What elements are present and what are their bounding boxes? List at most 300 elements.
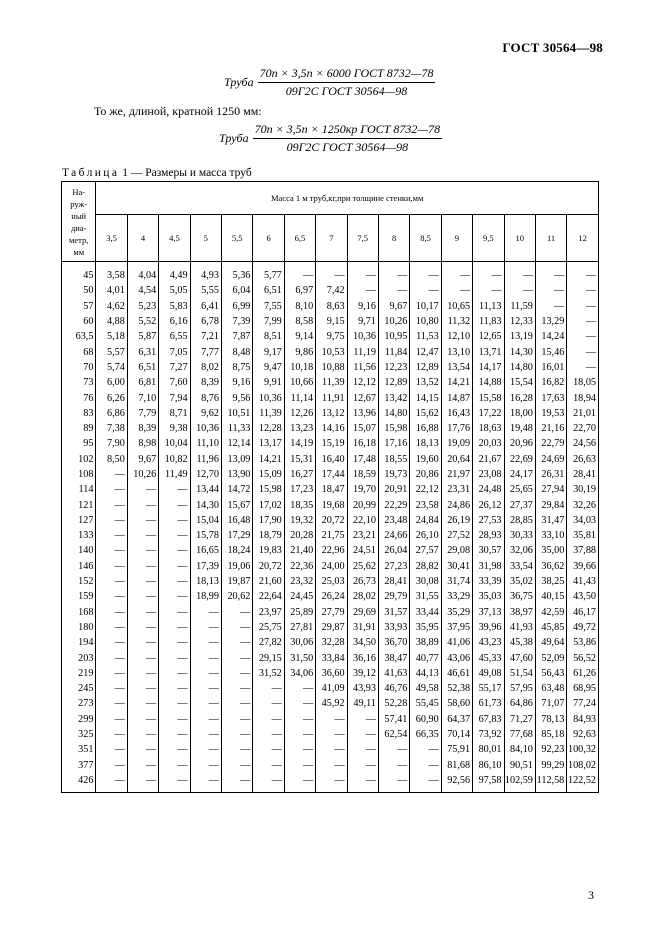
mass-cell: 9,56: [221, 390, 252, 405]
mass-cell: —: [567, 360, 599, 375]
mass-cell: —: [127, 589, 158, 604]
table-row: [62, 589, 599, 604]
mass-cell: 31,55: [410, 589, 441, 604]
formula-denominator: 09Г2С ГОСТ 30564—98: [286, 140, 409, 154]
mass-cell: 20,96: [504, 436, 535, 451]
diameter-cell: 70: [62, 360, 96, 375]
mass-cell: —: [190, 635, 221, 650]
mass-cell: —: [316, 742, 347, 757]
mass-cell: 37,13: [473, 605, 504, 620]
mass-cell: —: [96, 574, 127, 589]
formula-label: Труба: [224, 75, 254, 89]
document-code: ГОСТ 30564—98: [502, 40, 603, 55]
table-row: [62, 543, 599, 558]
mass-cell: —: [190, 650, 221, 665]
mass-cell: —: [347, 758, 378, 773]
mass-cell: 12,47: [410, 344, 441, 359]
mass-cell: 18,63: [473, 421, 504, 436]
table-row: [62, 712, 599, 727]
mass-cell: 7,42: [316, 283, 347, 298]
mass-cell: —: [96, 559, 127, 574]
mass-cell: 39,66: [567, 559, 599, 574]
mass-cell: 86,10: [473, 758, 504, 773]
mass-cell: 22,79: [535, 436, 566, 451]
mass-cell: 10,65: [441, 299, 472, 314]
mass-cell: 52,38: [441, 681, 472, 696]
mass-cell: 25,03: [316, 574, 347, 589]
mass-cell: 19,53: [535, 406, 566, 421]
mass-cell: 18,13: [410, 436, 441, 451]
diameter-cell: 73: [62, 375, 96, 390]
table-row: [62, 375, 599, 390]
mass-cell: 36,62: [535, 559, 566, 574]
mass-cell: —: [190, 666, 221, 681]
mass-cell: 15,54: [504, 375, 535, 390]
mass-cell: 6,97: [284, 283, 315, 298]
mass-cell: —: [535, 262, 566, 284]
mass-cell: 28,93: [473, 528, 504, 543]
mass-cell: 10,51: [221, 406, 252, 421]
mass-cell: 38,89: [410, 635, 441, 650]
mass-cell: 7,79: [127, 406, 158, 421]
mass-cell: 15,31: [284, 452, 315, 467]
mass-cell: 24,56: [567, 436, 599, 451]
mass-cell: —: [441, 283, 472, 298]
mass-cell: 14,19: [284, 436, 315, 451]
mass-cell: —: [127, 559, 158, 574]
mass-cell: 11,56: [347, 360, 378, 375]
formula-fraction: [253, 122, 443, 155]
page-number: 3: [588, 888, 594, 902]
mass-cell: 36,16: [347, 650, 378, 665]
mass-cell: 73,92: [473, 727, 504, 742]
mass-cell: 14,17: [473, 360, 504, 375]
mass-cell: —: [347, 283, 378, 298]
diameter-cell: 60: [62, 314, 96, 329]
mass-cell: 18,79: [253, 528, 284, 543]
mass-cell: 23,08: [473, 467, 504, 482]
mass-cell: 64,86: [504, 696, 535, 711]
mass-cell: 28,41: [378, 574, 409, 589]
thickness-header: 5,5: [221, 215, 252, 262]
mass-cell: 67,83: [473, 712, 504, 727]
table-row: [62, 620, 599, 635]
mass-cell: 44,13: [410, 666, 441, 681]
diameter-cell: 203: [62, 650, 96, 665]
diameter-cell: 152: [62, 574, 96, 589]
thickness-header: 10: [504, 215, 535, 262]
mass-cell: 15,98: [378, 421, 409, 436]
thickness-header: 4,5: [159, 215, 190, 262]
diameter-cell: 121: [62, 497, 96, 512]
mass-cell: 13,71: [473, 344, 504, 359]
mass-cell: —: [347, 742, 378, 757]
mass-cell: —: [316, 758, 347, 773]
mass-cell: 9,47: [253, 360, 284, 375]
mass-cell: 36,60: [316, 666, 347, 681]
mass-cell: 29,87: [316, 620, 347, 635]
mass-cell: 17,29: [221, 528, 252, 543]
mass-cell: 12,26: [284, 406, 315, 421]
mass-cell: 13,96: [347, 406, 378, 421]
mass-cell: —: [127, 742, 158, 757]
mass-cell: 8,02: [190, 360, 221, 375]
mass-cell: 24,66: [378, 528, 409, 543]
mass-cell: 25,65: [504, 482, 535, 497]
mass-cell: 6,86: [96, 406, 127, 421]
mass-cell: 60,90: [410, 712, 441, 727]
mass-cell: 8,58: [284, 314, 315, 329]
mass-cell: 97,58: [473, 773, 504, 793]
diameter-header-line: мм: [73, 246, 85, 257]
mass-cell: 10,04: [159, 436, 190, 451]
mass-cell: —: [127, 605, 158, 620]
diameter-cell: 219: [62, 666, 96, 681]
mass-cell: 8,50: [96, 452, 127, 467]
mass-cell: 31,47: [535, 513, 566, 528]
mass-cell: 20,99: [347, 497, 378, 512]
mass-cell: 8,76: [190, 390, 221, 405]
mass-cell: 23,97: [253, 605, 284, 620]
mass-cell: 23,48: [378, 513, 409, 528]
mass-cell: 5,74: [96, 360, 127, 375]
mass-cell: 33,44: [410, 605, 441, 620]
mass-cell: 20,64: [441, 452, 472, 467]
mass-cell: 7,90: [96, 436, 127, 451]
formula-denominator: 09Г2С ГОСТ 30564—98: [285, 84, 408, 98]
mass-cell: —: [159, 513, 190, 528]
mass-cell: 29,08: [441, 543, 472, 558]
mass-cell: 92,56: [441, 773, 472, 793]
mass-cell: —: [159, 666, 190, 681]
diameter-cell: 50: [62, 283, 96, 298]
mass-cell: —: [127, 574, 158, 589]
mass-cell: 12,33: [504, 314, 535, 329]
mass-cell: 26,24: [316, 589, 347, 604]
mass-cell: —: [96, 467, 127, 482]
diameter-cell: 95: [62, 436, 96, 451]
mass-cell: 18,00: [504, 406, 535, 421]
same-length-note: То же, длиной, кратной 1250 мм:: [94, 104, 262, 118]
mass-cell: 16,82: [535, 375, 566, 390]
mass-cell: 7,87: [221, 329, 252, 344]
mass-cell: 49,08: [473, 666, 504, 681]
mass-cell: —: [96, 666, 127, 681]
mass-cell: 17,22: [473, 406, 504, 421]
diameter-cell: 45: [62, 262, 96, 284]
mass-cell: 9,67: [127, 452, 158, 467]
mass-cell: 122,52: [567, 773, 599, 793]
mass-cell: —: [127, 666, 158, 681]
mass-cell: 27,82: [253, 635, 284, 650]
mass-cell: 30,33: [504, 528, 535, 543]
mass-cell: 22,29: [378, 497, 409, 512]
mass-cell: 11,39: [316, 375, 347, 390]
table-caption-text: 1 — Размеры и масса труб: [119, 167, 252, 179]
diameter-header-line: руж-: [70, 198, 88, 209]
mass-cell: —: [504, 262, 535, 284]
mass-cell: 13,54: [441, 360, 472, 375]
mass-cell: 13,10: [441, 344, 472, 359]
table-row: [62, 452, 599, 467]
mass-cell: 35,02: [504, 574, 535, 589]
mass-cell: —: [159, 635, 190, 650]
mass-cell: 4,54: [127, 283, 158, 298]
mass-cell: 6,55: [159, 329, 190, 344]
mass-cell: 19,09: [441, 436, 472, 451]
mass-cell: 57,95: [504, 681, 535, 696]
thickness-header: 7,5: [347, 215, 378, 262]
mass-cell: 18,35: [284, 497, 315, 512]
mass-cell: 8,39: [127, 421, 158, 436]
mass-cell: 11,10: [190, 436, 221, 451]
mass-cell: 26,10: [410, 528, 441, 543]
mass-cell: —: [159, 696, 190, 711]
mass-cell: —: [96, 543, 127, 558]
mass-cell: 10,82: [159, 452, 190, 467]
mass-cell: 12,89: [410, 360, 441, 375]
mass-cell: 26,73: [347, 574, 378, 589]
mass-cell: 22,10: [347, 513, 378, 528]
mass-cell: 12,28: [253, 421, 284, 436]
mass-cell: 34,03: [567, 513, 599, 528]
mass-cell: 16,27: [284, 467, 315, 482]
mass-cell: 40,77: [410, 650, 441, 665]
mass-cell: —: [127, 543, 158, 558]
mass-cell: 4,49: [159, 262, 190, 284]
mass-cell: 33,39: [473, 574, 504, 589]
mass-cell: 14,80: [504, 360, 535, 375]
mass-cell: 22,69: [504, 452, 535, 467]
mass-cell: 28,82: [410, 559, 441, 574]
mass-cell: —: [159, 650, 190, 665]
thickness-header: 6: [253, 215, 284, 262]
mass-cell: 18,05: [567, 375, 599, 390]
mass-cell: —: [159, 681, 190, 696]
mass-cell: 13,12: [316, 406, 347, 421]
mass-cell: —: [253, 696, 284, 711]
mass-cell: —: [96, 712, 127, 727]
mass-cell: 7,60: [159, 375, 190, 390]
mass-cell: 27,79: [316, 605, 347, 620]
mass-cell: —: [96, 528, 127, 543]
mass-cell: 24,48: [473, 482, 504, 497]
mass-cell: 66,35: [410, 727, 441, 742]
mass-cell: 21,40: [284, 543, 315, 558]
mass-cell: 5,52: [127, 314, 158, 329]
mass-cell: —: [410, 742, 441, 757]
diameter-cell: 351: [62, 742, 96, 757]
mass-cell: 35,29: [441, 605, 472, 620]
diameter-cell: 57: [62, 299, 96, 314]
mass-cell: 6,16: [159, 314, 190, 329]
mass-cell: 14,88: [473, 375, 504, 390]
mass-cell: —: [535, 299, 566, 314]
mass-cell: —: [221, 620, 252, 635]
mass-cell: 24,86: [441, 497, 472, 512]
mass-cell: 13,42: [378, 390, 409, 405]
mass-cell: 12,23: [378, 360, 409, 375]
mass-cell: 26,63: [567, 452, 599, 467]
mass-cell: 24,45: [284, 589, 315, 604]
mass-cell: 16,18: [347, 436, 378, 451]
mass-cell: 23,21: [347, 528, 378, 543]
mass-cell: 12,67: [347, 390, 378, 405]
thickness-header: 3,5: [96, 215, 127, 262]
mass-cell: 31,98: [473, 559, 504, 574]
mass-cell: —: [410, 758, 441, 773]
mass-cell: 38,97: [504, 605, 535, 620]
mass-cell: 5,57: [96, 344, 127, 359]
mass-cell: 37,95: [441, 620, 472, 635]
mass-cell: 35,03: [473, 589, 504, 604]
mass-cell: 12,14: [221, 436, 252, 451]
mass-cell: 16,88: [410, 421, 441, 436]
mass-cell: —: [347, 773, 378, 793]
mass-cell: 11,84: [378, 344, 409, 359]
mass-cell: —: [284, 712, 315, 727]
mass-cell: 10,88: [316, 360, 347, 375]
mass-cell: 71,07: [535, 696, 566, 711]
mass-cell: 17,90: [253, 513, 284, 528]
mass-cell: 13,52: [410, 375, 441, 390]
mass-cell: 17,23: [284, 482, 315, 497]
mass-cell: 14,87: [441, 390, 472, 405]
mass-cell: 9,15: [316, 314, 347, 329]
mass-cell: 25,62: [347, 559, 378, 574]
mass-cell: 39,12: [347, 666, 378, 681]
mass-cell: —: [96, 681, 127, 696]
diameter-cell: 159: [62, 589, 96, 604]
mass-cell: 7,05: [159, 344, 190, 359]
mass-cell: 14,24: [535, 329, 566, 344]
mass-cell: 5,23: [127, 299, 158, 314]
thickness-header: 9: [441, 215, 472, 262]
thickness-header: 6,5: [284, 215, 315, 262]
mass-cell: —: [567, 314, 599, 329]
formula-numerator: 70n × 3,5n × 1250кр ГОСТ 8732—78: [253, 122, 443, 139]
mass-cell: 26,04: [378, 543, 409, 558]
mass-cell: 26,19: [441, 513, 472, 528]
mass-cell: 26,31: [535, 467, 566, 482]
mass-cell: 84,93: [567, 712, 599, 727]
mass-cell: 19,32: [284, 513, 315, 528]
mass-cell: —: [159, 742, 190, 757]
mass-cell: 4,88: [96, 314, 127, 329]
mass-cell: 21,67: [473, 452, 504, 467]
mass-cell: —: [253, 773, 284, 793]
mass-cell: 63,48: [535, 681, 566, 696]
mass-cell: —: [253, 727, 284, 742]
mass-cell: 92,23: [535, 742, 566, 757]
mass-cell: 17,63: [535, 390, 566, 405]
mass-cell: 5,87: [127, 329, 158, 344]
mass-cell: 6,41: [190, 299, 221, 314]
mass-cell: 45,38: [504, 635, 535, 650]
mass-cell: —: [410, 773, 441, 793]
mass-cell: 9,16: [221, 375, 252, 390]
mass-cell: 15,58: [473, 390, 504, 405]
table-row: [62, 406, 599, 421]
mass-cell: 22,64: [253, 589, 284, 604]
mass-cell: 71,27: [504, 712, 535, 727]
mass-cell: —: [127, 497, 158, 512]
mass-cell: 32,26: [567, 497, 599, 512]
mass-cell: —: [221, 758, 252, 773]
mass-cell: —: [378, 283, 409, 298]
mass-cell: 43,06: [441, 650, 472, 665]
mass-cell: 18,24: [221, 543, 252, 558]
mass-cell: 14,80: [378, 406, 409, 421]
table-row: [62, 421, 599, 436]
mass-cell: 8,98: [127, 436, 158, 451]
mass-cell: 11,14: [284, 390, 315, 405]
mass-cell: 7,21: [190, 329, 221, 344]
mass-cell: 5,77: [253, 262, 284, 284]
mass-cell: 30,57: [473, 543, 504, 558]
mass-cell: —: [535, 283, 566, 298]
mass-cell: 10,53: [316, 344, 347, 359]
diameter-cell: 83: [62, 406, 96, 421]
mass-cell: —: [253, 681, 284, 696]
mass-cell: —: [221, 696, 252, 711]
mass-cell: 16,28: [504, 390, 535, 405]
mass-cell: —: [96, 742, 127, 757]
mass-cell: —: [221, 727, 252, 742]
thickness-header: 12: [567, 215, 599, 262]
mass-cell: 35,81: [567, 528, 599, 543]
pipe-mass-table: [61, 181, 599, 793]
mass-cell: 29,79: [378, 589, 409, 604]
mass-cell: 12,12: [347, 375, 378, 390]
mass-cell: 10,36: [190, 421, 221, 436]
mass-cell: —: [221, 605, 252, 620]
formula-label: Труба: [219, 131, 249, 145]
mass-cell: —: [159, 605, 190, 620]
mass-cell: —: [190, 620, 221, 635]
mass-cell: 14,16: [316, 421, 347, 436]
mass-cell: 19,68: [316, 497, 347, 512]
mass-cell: —: [284, 681, 315, 696]
mass-cell: —: [221, 635, 252, 650]
mass-cell: —: [221, 650, 252, 665]
mass-cell: 18,94: [567, 390, 599, 405]
mass-cell: —: [347, 727, 378, 742]
mass-cell: 22,12: [410, 482, 441, 497]
mass-cell: —: [253, 758, 284, 773]
thickness-header: 9,5: [473, 215, 504, 262]
mass-cell: 10,66: [284, 375, 315, 390]
table-row: [62, 467, 599, 482]
diameter-cell: 377: [62, 758, 96, 773]
mass-cell: —: [96, 635, 127, 650]
mass-cell: —: [567, 344, 599, 359]
mass-cell: 19,73: [378, 467, 409, 482]
mass-cell: 17,16: [378, 436, 409, 451]
mass-cell: 19,83: [253, 543, 284, 558]
mass-cell: 49,11: [347, 696, 378, 711]
mass-cell: 15,67: [221, 497, 252, 512]
table-row: [62, 727, 599, 742]
mass-cell: 19,48: [504, 421, 535, 436]
mass-cell: 32,28: [316, 635, 347, 650]
mass-cell: 31,52: [253, 666, 284, 681]
mass-cell: 9,16: [347, 299, 378, 314]
mass-cell: 7,27: [159, 360, 190, 375]
mass-cell: 14,30: [504, 344, 535, 359]
table-row: [62, 681, 599, 696]
mass-cell: 6,81: [127, 375, 158, 390]
